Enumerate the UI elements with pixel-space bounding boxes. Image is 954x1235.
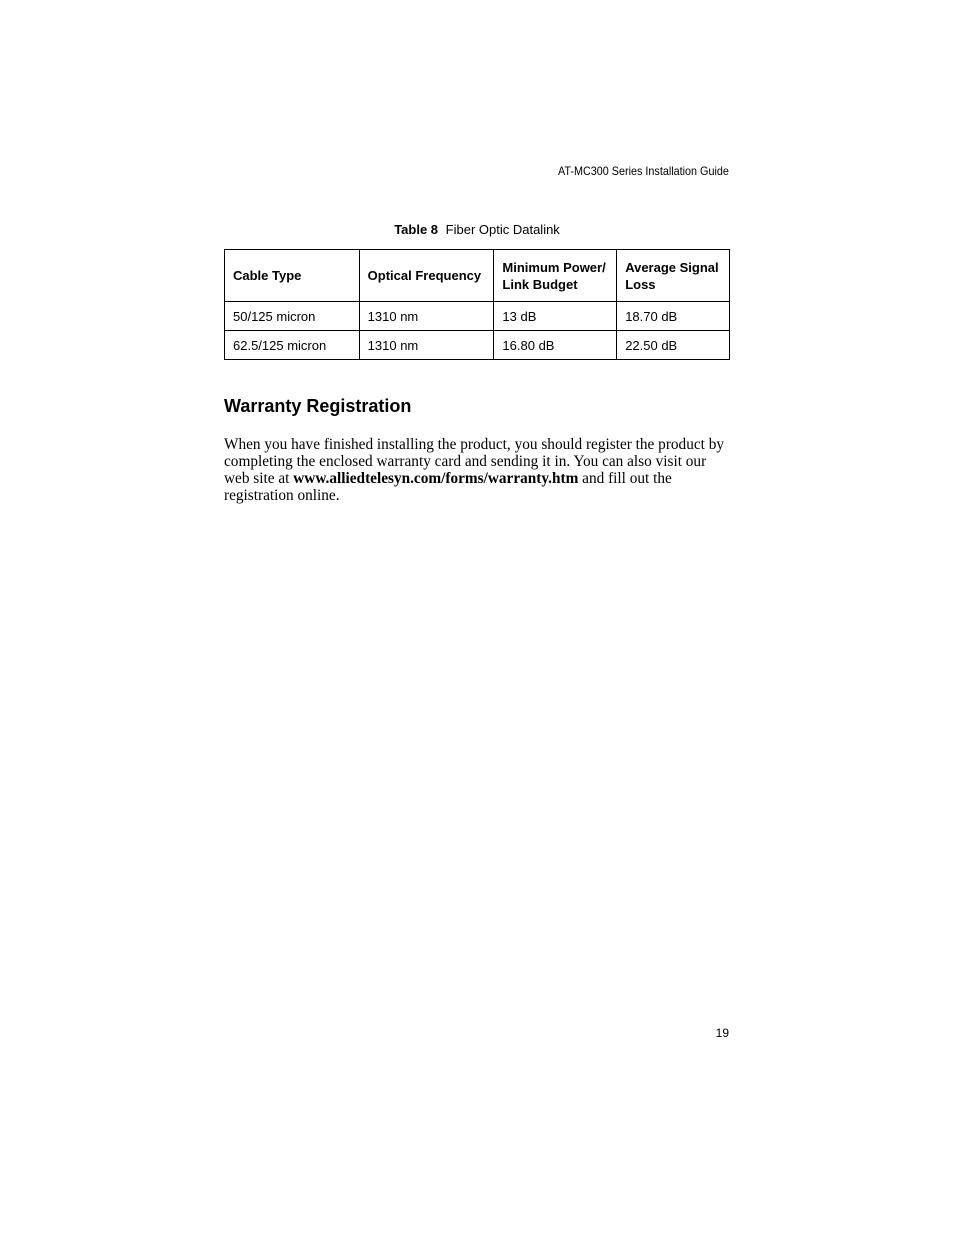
warranty-paragraph [224, 436, 734, 504]
section-title: Warranty Registration [224, 396, 412, 416]
warranty-url: www.alliedtelesyn.com/forms/warranty.htm [293, 470, 579, 487]
table-cell: 18.70 dB [617, 302, 730, 331]
table-row [225, 302, 730, 331]
table-cell: 1310 nm [359, 302, 494, 331]
table-cell: 62.5/125 micron [225, 331, 360, 360]
table-row [225, 331, 730, 360]
table-cell: 22.50 dB [617, 331, 730, 360]
table-cell: 13 dB [494, 302, 617, 331]
table-caption [224, 222, 730, 237]
fiber-optic-datalink-table [224, 249, 730, 360]
table-caption-title: Fiber Optic Datalink [445, 222, 560, 237]
page-number: 19 [715, 1026, 729, 1040]
table-cell: 16.80 dB [494, 331, 617, 360]
table-header-row [225, 250, 730, 302]
paragraph-text-after-link: and fill out the registration online. [224, 470, 672, 504]
column-header-minimum-power-link-budget: Minimum Power/ Link Budget [494, 250, 617, 302]
table-cell: 50/125 micron [225, 302, 360, 331]
column-header-optical-frequency: Optical Frequency [359, 250, 494, 302]
table-caption-label: Table 8 [394, 222, 439, 237]
column-header-cable-type: Cable Type [225, 250, 360, 302]
table-cell: 1310 nm [359, 331, 494, 360]
column-header-average-signal-loss: Average Signal Loss [617, 250, 730, 302]
paragraph-text-before-link: When you have finished installing the product, you should register the product by completing the enclosed warranty card and sending it in. You can also visit our web site at [224, 436, 725, 487]
running-header: AT-MC300 Series Installation Guide [558, 164, 729, 178]
